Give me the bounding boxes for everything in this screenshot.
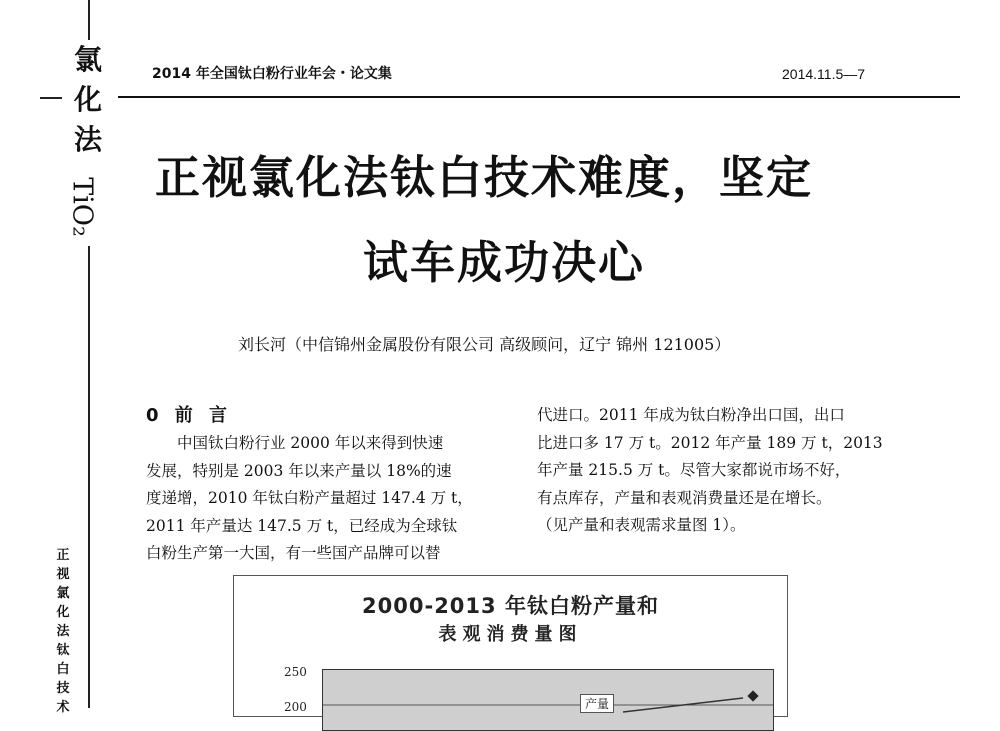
y-tick-label: 250: [284, 665, 307, 679]
body-line: （见产量和表观需求量图 1）。: [537, 516, 746, 534]
body-line: 度递增，2010 年钛白粉产量超过 147.4 万 t，: [146, 489, 473, 507]
body-line: 有点库存，产量和表观消费量还是在增长。: [537, 488, 832, 507]
article-title-line1: 正视氯化法钛白技术难度，坚定: [155, 151, 814, 204]
side-small-char: 法: [56, 624, 70, 639]
side-rule-top: [88, 0, 90, 40]
body-line: 发展，特别是 2003 年以来产量以 18%的速: [146, 461, 452, 480]
body-line: 白粉生产第一大国，有一些国产品牌可以替: [146, 544, 441, 562]
author-affiliation: 刘长河（中信锦州金属股份有限公司 高级顾问，辽宁 锦州 121005）: [238, 335, 731, 354]
side-tio2-label: [62, 172, 102, 242]
header-rule: [118, 96, 960, 98]
legend-production: 产量: [580, 694, 614, 713]
side-char: 法: [73, 123, 102, 156]
body-column-left: [146, 430, 498, 568]
side-small-char: 白: [56, 662, 70, 677]
side-rule-bottom: [88, 246, 90, 708]
side-small-char: 化: [56, 605, 70, 620]
side-tio2-text: TiO₂: [66, 177, 98, 237]
chart-plot-area: [322, 669, 774, 731]
side-running-title: [52, 546, 74, 717]
conference-date: 2014.11.5—7: [782, 66, 866, 82]
side-small-char: 钛: [56, 643, 70, 658]
side-vertical-title: [66, 40, 110, 160]
body-line: 2011 年产量达 147.5 万 t，已经成为全球钛: [146, 516, 458, 535]
chart-title-line2: 表观消费量图: [438, 624, 583, 645]
body-line: 代进口。2011 年成为钛白粉净出口国，出口: [537, 406, 845, 424]
body-line: 比进口多 17 万 t。2012 年产量 189 万 t，2013: [537, 433, 883, 452]
article-title-line2: 试车成功决心: [363, 236, 646, 289]
side-small-char: 术: [56, 700, 70, 715]
side-dash-short: [40, 97, 62, 99]
body-line: 中国钛白粉行业 2000 年以来得到快速: [146, 434, 444, 452]
side-small-char: 视: [56, 567, 70, 582]
body-column-right: [537, 402, 889, 540]
chart-svg: [323, 670, 773, 730]
side-char: 氯: [73, 43, 102, 76]
figure-1-chart: [233, 575, 788, 717]
body-line: 年产量 215.5 万 t。尽管大家都说市场不好，: [537, 461, 851, 479]
production-series-marker: [747, 690, 758, 701]
side-small-char: 正: [56, 548, 70, 563]
proceedings-header: 2014 年全国钛白粉行业年会・论文集: [152, 66, 392, 82]
chart-title-line1: 2000-2013 年钛白粉产量和: [362, 594, 659, 618]
y-tick-label: 200: [284, 700, 307, 714]
section-heading: 0 前 言: [146, 405, 228, 426]
side-small-char: 氯: [56, 586, 70, 601]
side-char: 化: [73, 83, 102, 116]
side-small-char: 技: [56, 681, 70, 696]
